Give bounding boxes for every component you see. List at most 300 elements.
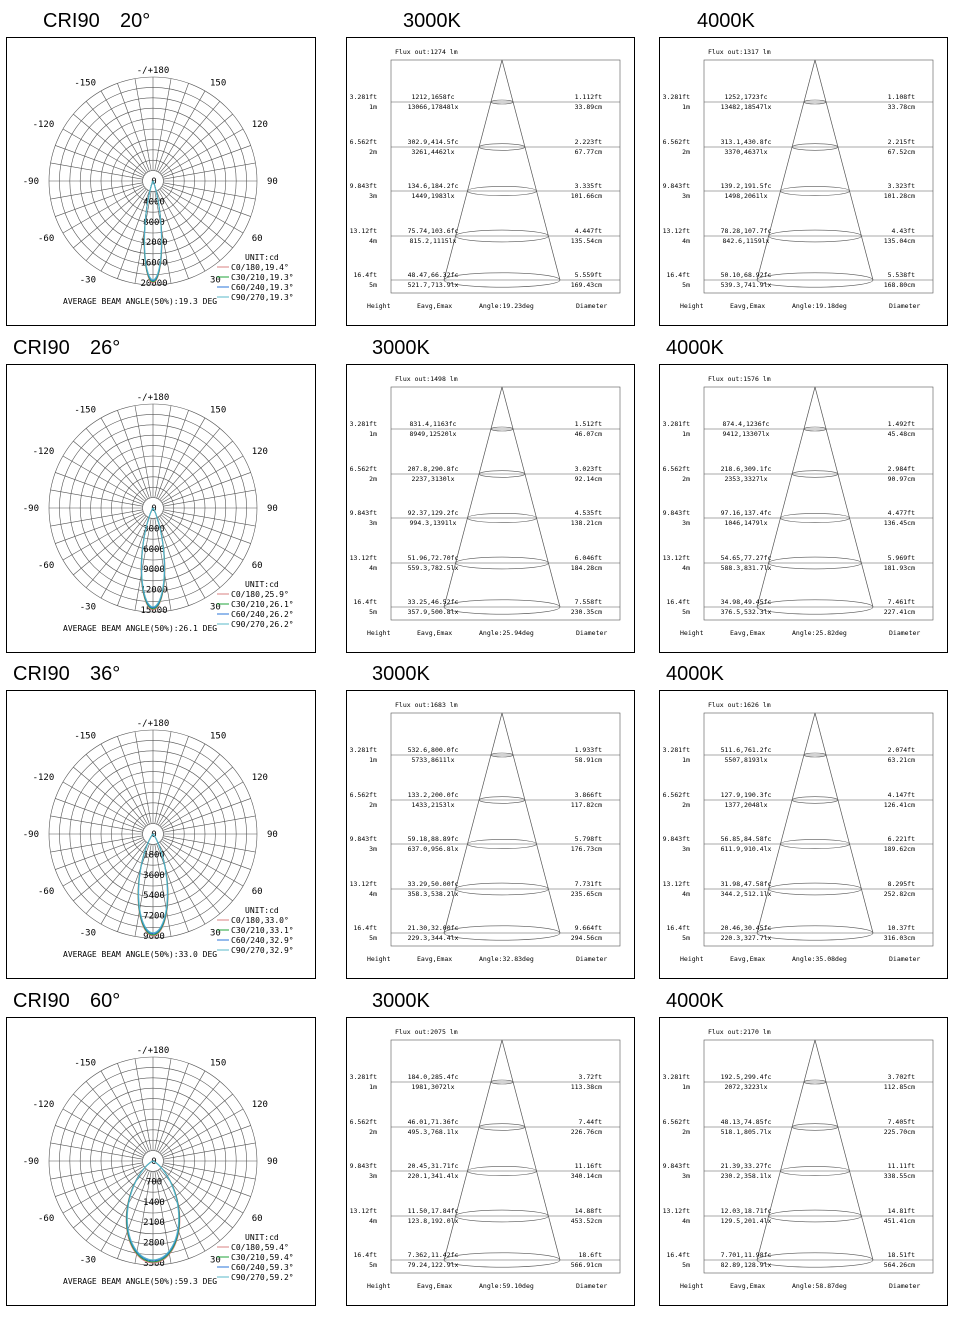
header-3000k: 3000K [372,663,430,685]
header-4000k: 4000K [697,10,755,32]
polar-radial-label: 12000 [140,238,168,249]
polar-chart [7,691,317,980]
footer-height: Height [680,302,704,310]
height-m: 2m [682,801,690,809]
polar-label-angle: -120 [32,1100,55,1110]
polar-spoke [163,1143,255,1159]
illuminance-lx: 521.7,713.9lx [407,281,459,289]
footer-angle: Angle:25.94deg [479,629,534,637]
diameter-ft: 1.112ft [574,93,602,101]
illuminance-lx: 1498,2061lx [724,192,768,200]
polar-label-angle: 90 [267,830,278,840]
polar-spoke [51,836,143,852]
footer-angle: Angle:19.18deg [792,302,847,310]
diameter-ft: 8.295ft [887,880,915,888]
illuminance-cone-panel [659,37,948,326]
polar-label-angle: -90 [22,1157,39,1167]
illuminance-lx: 358.3,538.2lx [407,890,459,898]
polar-radial-label: 700 [145,1177,163,1188]
height-m: 5m [682,1261,690,1269]
footer-height: Height [680,1282,704,1290]
illuminance-fc: 511.6,761.2fc [720,746,772,754]
illuminance-fc: 20.46,30.45fc [720,924,772,932]
illuminance-lx: 815.2,1115lx [409,237,457,245]
polar-radial-label: 15000 [140,606,168,616]
height-m: 1m [369,103,377,111]
diameter-ft: 1.492ft [887,420,915,428]
height-m: 2m [369,475,377,483]
polar-panel [6,690,316,979]
diameter-cm: 453.52cm [570,1217,602,1225]
polar-label-angle: 60 [251,561,263,571]
footer-eavg-emax: Eavg,Emax [730,955,766,963]
height-m: 5m [369,608,377,616]
diameter-cm: 169.43cm [570,281,602,289]
diameter-cm: 92.14cm [574,475,602,483]
polar-radial-label: 9000 [143,932,165,942]
section-header-cri: CRI90 [13,337,70,359]
illuminance-fc: 532.6,800.0fc [407,746,459,754]
diameter-ft: 18.6ft [578,1251,602,1259]
polar-radial-label: 7200 [143,911,165,922]
footer-height: Height [680,955,704,963]
illuminance-lx: 637.0,956.8lx [407,845,459,853]
diameter-ft: 10.37ft [887,924,915,932]
height-ft: 9.843ft [662,509,690,517]
illuminance-fc: 1252,1723fc [724,93,768,101]
polar-chart [7,365,317,654]
polar-radial-label: 2800 [143,1238,165,1249]
diameter-ft: 6.046ft [574,554,602,562]
polar-legend-entry: UNIT:cd [245,1233,279,1242]
polar-spoke [155,79,171,171]
height-ft: 9.843ft [662,835,690,843]
footer-eavg-emax: Eavg,Emax [730,629,766,637]
average-beam-angle-label: AVERAGE BEAM ANGLE(50%):19.3 DEG [63,297,218,306]
polar-radial-label: 20000 [140,279,168,289]
diameter-cm: 58.91cm [574,756,602,764]
height-m: 2m [369,1128,377,1136]
polar-label-angle: -120 [32,773,55,783]
header-4000k: 4000K [666,337,724,359]
diameter-cm: 46.07cm [574,430,602,438]
illuminance-fc: 56.85,84.58fc [720,835,772,843]
polar-radial-label: 12000 [140,585,168,596]
footer-angle: Angle:59.10deg [479,1282,534,1290]
polar-label-angle: -60 [38,561,55,571]
polar-spoke [51,1143,143,1159]
illuminance-fc: 33.25,46.52fc [407,598,459,606]
diameter-cm: 176.73cm [570,845,602,853]
height-m: 2m [369,801,377,809]
illuminance-cone-chart [347,38,636,327]
illuminance-lx: 3370,4637lx [724,148,768,156]
flux-out-label: Flux out:1626 lm [708,701,771,709]
polar-spoke [163,183,255,199]
diameter-cm: 168.80cm [883,281,915,289]
height-m: 2m [369,148,377,156]
height-ft: 6.562ft [349,791,377,799]
diameter-cm: 33.78cm [887,103,915,111]
polar-legend-entry: C90/270,32.9° [231,946,294,955]
illuminance-cone-chart [660,691,949,980]
illuminance-lx: 1981,3072lx [411,1083,455,1091]
height-ft: 3.281ft [349,93,377,101]
flux-out-label: Flux out:1317 lm [708,48,771,56]
polar-legend-entry: C60/240,26.2° [231,610,294,619]
footer-diameter: Diameter [576,629,608,637]
illuminance-cone-chart [347,1018,636,1307]
height-ft: 16.4ft [666,598,690,606]
footer-diameter: Diameter [889,1282,921,1290]
polar-spoke [51,510,143,526]
polar-label-angle: 60 [251,887,263,897]
polar-label-angle: -150 [74,731,96,742]
illuminance-fc: 21.39,33.27fc [720,1162,772,1170]
illuminance-fc: 192.5,299.4fc [720,1073,772,1081]
diameter-ft: 7.731ft [574,880,602,888]
height-m: 1m [369,1083,377,1091]
illuminance-lx: 79.24,122.9lx [407,1261,459,1269]
diameter-cm: 340.14cm [570,1172,602,1180]
polar-label-angle: 120 [251,773,268,783]
polar-legend-entry: UNIT:cd [245,906,279,915]
diameter-cm: 117.82cm [570,801,602,809]
footer-height: Height [367,629,391,637]
height-m: 5m [682,608,690,616]
height-ft: 9.843ft [349,182,377,190]
footer-eavg-emax: Eavg,Emax [417,629,453,637]
illuminance-fc: 48.13,74.85fc [720,1118,772,1126]
polar-label-angle: -60 [38,1214,55,1224]
illuminance-lx: 3261,4462lx [411,148,455,156]
diameter-ft: 2.223ft [574,138,602,146]
illuminance-fc: 97.16,137.4fc [720,509,772,517]
header-3000k: 3000K [372,990,430,1012]
diameter-cm: 45.48cm [887,430,915,438]
diameter-ft: 1.512ft [574,420,602,428]
footer-angle: Angle:19.23deg [479,302,534,310]
illuminance-cone-panel [346,690,635,979]
illuminance-cone-chart [347,365,636,654]
polar-spoke [51,490,143,506]
polar-label-angle: -90 [22,177,39,187]
diameter-ft: 14.81ft [887,1207,915,1215]
polar-label-180: -/+180 [136,1046,170,1056]
polar-legend-entry: C30/210,26.1° [231,600,294,609]
height-m: 3m [369,192,377,200]
height-ft: 9.843ft [349,835,377,843]
illuminance-lx: 2072,3223lx [724,1083,768,1091]
polar-spoke [163,163,255,179]
illuminance-cone-chart [660,38,949,327]
diameter-cm: 338.55cm [883,1172,915,1180]
height-ft: 9.843ft [662,1162,690,1170]
illuminance-fc: 12.03,18.71fc [720,1207,772,1215]
footer-diameter: Diameter [576,1282,608,1290]
illuminance-lx: 344.2,512.1lx [720,890,772,898]
cone-edge [502,387,560,607]
illuminance-fc: 184.0,285.4fc [407,1073,459,1081]
polar-label-angle: 90 [267,504,278,514]
diameter-cm: 235.65cm [570,890,602,898]
diameter-ft: 4.535ft [574,509,602,517]
polar-radial-label: 16000 [140,258,168,269]
polar-spoke [163,510,255,526]
illuminance-lx: 5733,8611lx [411,756,455,764]
polar-label-angle: 90 [267,1157,278,1167]
polar-spoke [51,163,143,179]
illuminance-lx: 376.5,532.3lx [720,608,772,616]
diameter-cm: 230.35cm [570,608,602,616]
illuminance-lx: 82.89,128.9lx [720,1261,772,1269]
illuminance-lx: 9412,13307lx [722,430,770,438]
polar-label-angle: 30 [210,1255,221,1266]
illuminance-lx: 5507,8193lx [724,756,768,764]
height-m: 4m [369,237,377,245]
polar-legend-entry: UNIT:cd [245,580,279,589]
height-m: 5m [369,281,377,289]
diameter-ft: 7.405ft [887,1118,915,1126]
illuminance-fc: 7.362,11.42fc [407,1251,459,1259]
polar-label-angle: 30 [210,928,221,939]
polar-panel [6,37,316,326]
illuminance-fc: 127.9,190.3fc [720,791,772,799]
illuminance-lx: 357.9,500.8lx [407,608,459,616]
illuminance-fc: 207.8,290.8fc [407,465,459,473]
polar-label-angle: -90 [22,830,39,840]
diameter-ft: 2.984ft [887,465,915,473]
footer-diameter: Diameter [889,955,921,963]
footer-eavg-emax: Eavg,Emax [417,1282,453,1290]
average-beam-angle-label: AVERAGE BEAM ANGLE(50%):33.0 DEG [63,950,218,959]
diameter-cm: 294.56cm [570,934,602,942]
polar-label-180: -/+180 [136,719,170,729]
height-ft: 6.562ft [349,465,377,473]
diameter-ft: 5.969ft [887,554,915,562]
illuminance-lx: 1046,1479lx [724,519,768,527]
section-header-angle: 36° [90,663,121,685]
height-m: 3m [369,845,377,853]
footer-diameter: Diameter [889,302,921,310]
illuminance-lx: 2237,3130lx [411,475,455,483]
diameter-cm: 136.45cm [883,519,915,527]
diameter-cm: 566.91cm [570,1261,602,1269]
polar-legend-entry: C90/270,19.3° [231,293,294,302]
illuminance-fc: 34.98,49.45fc [720,598,772,606]
diameter-ft: 2.215ft [887,138,915,146]
height-m: 2m [682,1128,690,1136]
height-ft: 6.562ft [662,791,690,799]
polar-label-angle: 150 [210,405,227,416]
illuminance-lx: 229.3,344.4lx [407,934,459,942]
polar-spoke [155,406,171,498]
height-ft: 6.562ft [662,1118,690,1126]
height-ft: 16.4ft [353,924,377,932]
height-m: 3m [682,192,690,200]
flux-out-label: Flux out:1576 lm [708,375,771,383]
height-m: 2m [682,148,690,156]
footer-angle: Angle:32.83deg [479,955,534,963]
polar-label-angle: -60 [38,887,55,897]
illuminance-lx: 539.3,741.9lx [720,281,772,289]
illuminance-fc: 92.37,129.2fc [407,509,459,517]
flux-out-label: Flux out:2170 lm [708,1028,771,1036]
height-ft: 16.4ft [666,1251,690,1259]
illuminance-lx: 129.5,201.4lx [720,1217,772,1225]
diameter-cm: 184.28cm [570,564,602,572]
polar-spoke [135,406,151,498]
polar-label-angle: -120 [32,120,55,130]
diameter-cm: 252.82cm [883,890,915,898]
diameter-ft: 5.538ft [887,271,915,279]
diameter-cm: 63.21cm [887,756,915,764]
polar-radial-label: 8000 [143,217,165,228]
height-m: 1m [682,756,690,764]
height-m: 1m [369,756,377,764]
cone-edge [502,60,560,280]
footer-diameter: Diameter [576,302,608,310]
polar-radial-label: 0 [151,1157,157,1167]
header-4000k: 4000K [666,663,724,685]
illuminance-lx: 2353,3327lx [724,475,768,483]
height-ft: 6.562ft [349,1118,377,1126]
polar-radial-label: 3500 [143,1259,165,1269]
diameter-ft: 11.11ft [887,1162,915,1170]
flux-out-label: Flux out:1683 lm [395,701,458,709]
illuminance-fc: 139.2,191.5fc [720,182,772,190]
illuminance-fc: 11.50,17.84fc [407,1207,459,1215]
height-ft: 9.843ft [349,509,377,517]
polar-legend-entry: C30/210,33.1° [231,926,294,935]
illuminance-cone-panel [659,1017,948,1306]
illuminance-cone-chart [660,1018,949,1307]
illuminance-lx: 220.1,341.4lx [407,1172,459,1180]
diameter-cm: 33.89cm [574,103,602,111]
polar-spoke [163,1163,255,1179]
height-ft: 13.12ft [662,227,690,235]
diameter-cm: 451.41cm [883,1217,915,1225]
diameter-ft: 18.51ft [887,1251,915,1259]
illuminance-fc: 218.6,309.1fc [720,465,772,473]
illuminance-fc: 48.47,66.32fc [407,271,459,279]
illuminance-fc: 133.2,200.0fc [407,791,459,799]
illuminance-fc: 20.45,31.71fc [407,1162,459,1170]
height-ft: 13.12ft [662,880,690,888]
illuminance-lx: 588.3,831.7lx [720,564,772,572]
polar-legend-entry: C90/270,59.2° [231,1273,294,1282]
illuminance-fc: 78.28,107.7fc [720,227,772,235]
illuminance-lx: 1449,1983lx [411,192,455,200]
illuminance-lx: 994.3,1391lx [409,519,457,527]
diameter-ft: 4.147ft [887,791,915,799]
polar-label-angle: 30 [210,602,221,613]
illuminance-lx: 230.2,358.1lx [720,1172,772,1180]
diameter-cm: 181.93cm [883,564,915,572]
illuminance-fc: 874.4,1236fc [722,420,770,428]
diameter-cm: 564.26cm [883,1261,915,1269]
illuminance-lx: 495.3,768.1lx [407,1128,459,1136]
illuminance-fc: 313.1,430.8fc [720,138,772,146]
illuminance-fc: 7.701,11.98fc [720,1251,772,1259]
flux-out-label: Flux out:1498 lm [395,375,458,383]
height-ft: 16.4ft [666,271,690,279]
polar-legend-entry: C60/240,59.3° [231,1263,294,1272]
height-m: 4m [682,1217,690,1225]
footer-angle: Angle:25.82deg [792,629,847,637]
polar-spoke [163,816,255,832]
height-ft: 16.4ft [353,1251,377,1259]
polar-spoke [155,1059,171,1151]
illuminance-fc: 59.18,88.89fc [407,835,459,843]
height-ft: 13.12ft [662,1207,690,1215]
polar-legend-entry: C0/180,59.4° [231,1243,289,1252]
height-ft: 3.281ft [662,746,690,754]
illuminance-fc: 21.30,32.00fc [407,924,459,932]
illuminance-cone-chart [347,691,636,980]
polar-radial-label: 0 [151,504,157,514]
diameter-ft: 3.323ft [887,182,915,190]
polar-chart [7,38,317,327]
polar-label-angle: -30 [79,928,96,939]
footer-eavg-emax: Eavg,Emax [730,1282,766,1290]
polar-radial-label: 5400 [143,891,165,902]
height-ft: 3.281ft [662,93,690,101]
height-m: 5m [682,281,690,289]
illuminance-lx: 1377,2048lx [724,801,768,809]
polar-radial-label: 0 [151,177,157,187]
polar-spoke [51,1163,143,1179]
polar-legend-entry: UNIT:cd [245,253,279,262]
polar-label-180: -/+180 [136,393,170,403]
polar-radial-label: 3000 [143,524,165,535]
height-m: 3m [369,1172,377,1180]
footer-diameter: Diameter [889,629,921,637]
height-ft: 6.562ft [349,138,377,146]
header-3000k: 3000K [372,337,430,359]
cone-edge [815,60,873,280]
polar-panel [6,364,316,653]
polar-legend-entry: C0/180,25.9° [231,590,289,599]
illuminance-fc: 50.10,68.92fc [720,271,772,279]
polar-spoke [163,836,255,852]
diameter-cm: 90.97cm [887,475,915,483]
polar-radial-label: 2100 [143,1218,165,1229]
diameter-ft: 1.108ft [887,93,915,101]
polar-legend-entry: C0/180,33.0° [231,916,289,925]
diameter-cm: 225.70cm [883,1128,915,1136]
polar-label-angle: 150 [210,1058,227,1069]
illuminance-lx: 13066,17848lx [407,103,459,111]
footer-height: Height [367,1282,391,1290]
diameter-ft: 3.702ft [887,1073,915,1081]
polar-radial-label: 0 [151,830,157,840]
height-m: 5m [682,934,690,942]
polar-label-angle: 60 [251,234,263,244]
polar-radial-label: 1400 [143,1197,165,1208]
diameter-ft: 4.447ft [574,227,602,235]
height-m: 5m [369,934,377,942]
cone-edge [502,1040,560,1260]
illuminance-cone-panel [346,1017,635,1306]
polar-panel [6,1017,316,1306]
illuminance-lx: 1433,2153lx [411,801,455,809]
section-header-cri: CRI90 [13,990,70,1012]
diameter-cm: 113.38cm [570,1083,602,1091]
polar-label-angle: 60 [251,1214,263,1224]
polar-label-angle: -30 [79,1255,96,1266]
polar-spoke [163,490,255,506]
